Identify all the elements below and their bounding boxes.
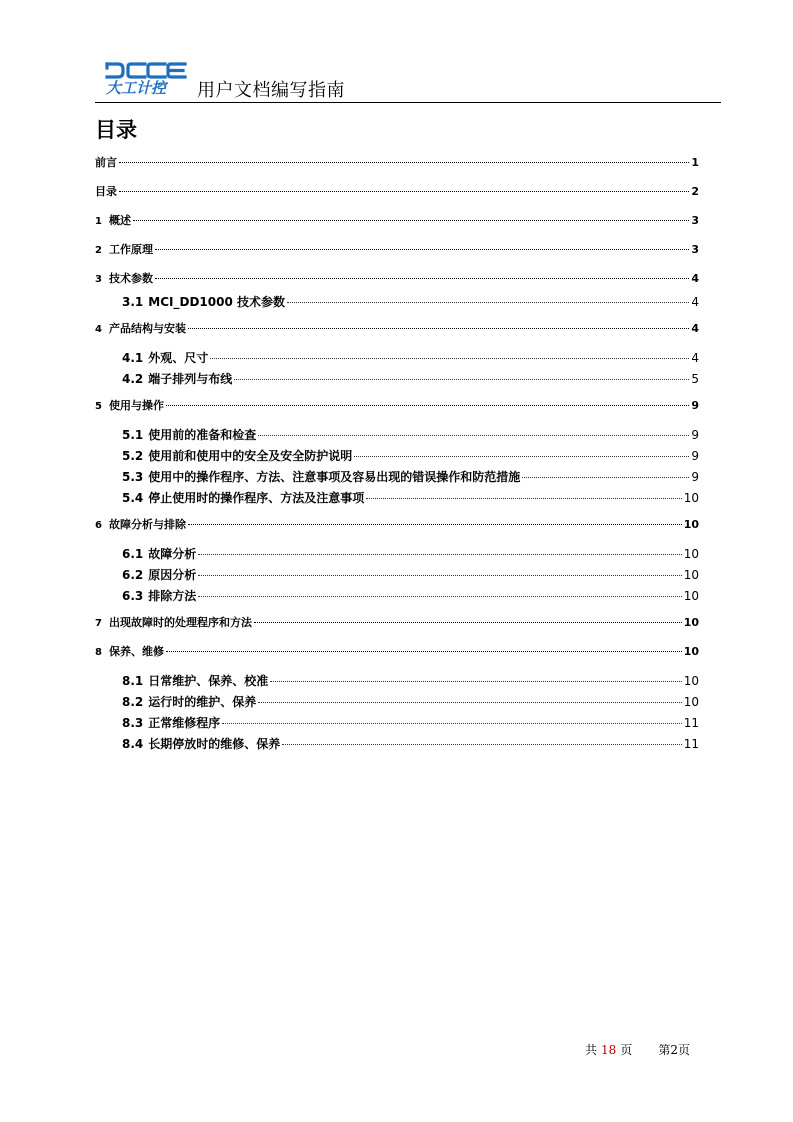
toc-entry-page: 9 [691,470,699,484]
toc-entry-number: 6 [95,520,102,531]
toc-entry-title: MCI_DD1000 技术参数 [148,295,285,309]
toc-leader-dots [258,435,689,436]
toc-entry-title: 使用与操作 [108,399,164,412]
toc-leader-dots [198,596,681,597]
toc-entry-title: 前言 [95,156,117,169]
toc-leader-dots [270,681,681,682]
toc-leader-dots [119,191,689,192]
toc-entry[interactable] [95,672,699,690]
toc-entry-number: 4.2 [122,372,144,386]
toc-entry-number: 2 [95,245,102,256]
toc-entry-title: 运行时的维护、保养 [148,695,257,709]
toc-entry[interactable] [95,447,699,465]
toc-entry-number: 5.1 [122,428,144,442]
toc-entry-page: 4 [691,272,699,285]
toc-leader-dots [258,702,681,703]
document-title: 用户文档编写指南 [197,80,345,101]
toc-entry-number: 6.2 [122,568,144,582]
toc-entry-number: 5 [95,401,102,412]
toc-leader-dots [166,405,689,406]
toc-entry-number: 5.2 [122,449,144,463]
toc-entry[interactable] [95,370,699,388]
toc-entry-title: 外观、尺寸 [148,351,209,365]
toc-entry-number: 8.2 [122,695,144,709]
toc-entry-page: 10 [683,645,699,658]
toc-entry-page: 11 [683,737,699,751]
toc-entry[interactable] [95,517,699,533]
page-header [95,56,721,103]
toc-entry[interactable] [95,735,699,753]
toc-leader-dots [133,220,689,221]
toc-entry-title: 出现故障时的处理程序和方法 [108,616,252,629]
toc-leader-dots [354,456,689,457]
toc-leader-dots [254,622,682,623]
toc-entry-title: 故障分析 [148,547,197,561]
toc-leader-dots [155,278,689,279]
toc-entry[interactable] [95,693,699,711]
toc-entry-number: 3.1 [122,295,144,309]
footer-current-page: 2 [670,1043,678,1057]
toc-entry-page: 9 [691,449,699,463]
toc-entry[interactable] [95,587,699,605]
toc-entry-title: 使用前的准备和检查 [148,428,257,442]
footer-current-suffix: 页 [677,1043,690,1057]
toc-entry-title: 概述 [108,214,131,227]
toc-entry-title: 原因分析 [148,568,197,582]
toc-entry-page: 10 [683,589,699,603]
footer-total-prefix: 共 [585,1043,598,1057]
toc-entry-title: 日常维护、保养、校准 [148,674,269,688]
toc-entry-title: 使用前和使用中的安全及安全防护说明 [148,449,353,463]
toc-leader-dots [119,162,689,163]
toc-entry-number: 5.4 [122,491,144,505]
toc-entry-page: 1 [691,156,699,169]
toc-entry[interactable] [95,615,699,631]
toc-entry-page: 9 [691,399,699,412]
toc-entry-page: 11 [683,716,699,730]
toc-leader-dots [155,249,689,250]
toc-entry-page: 5 [691,372,699,386]
footer-total-pages: 18 [601,1043,617,1057]
toc-entry-number: 8.3 [122,716,144,730]
toc-entry-number: 7 [95,618,102,629]
toc-entry-number: 4 [95,324,102,335]
toc-leader-dots [234,379,689,380]
toc-entry-title: 长期停放时的维修、保养 [148,737,281,751]
toc-entry-number: 5.3 [122,470,144,484]
toc-entry[interactable] [95,349,699,367]
toc-entry-page: 4 [691,322,699,335]
toc-entry-page: 10 [683,616,699,629]
toc-entry[interactable] [95,644,699,660]
toc-entry[interactable] [95,468,699,486]
page-footer [585,1041,690,1058]
toc-leader-dots [287,302,689,303]
footer-total-suffix: 页 [620,1043,633,1057]
toc-entry-page: 10 [683,568,699,582]
toc-entry-page: 10 [683,695,699,709]
toc-leader-dots [188,328,689,329]
toc-leader-dots [166,651,682,652]
toc-entry-number: 6.1 [122,547,144,561]
toc-entry[interactable] [95,545,699,563]
toc-entry-number: 8 [95,647,102,658]
toc-entry-page: 10 [683,518,699,531]
toc-entry-number: 3 [95,274,102,285]
toc-leader-dots [222,723,681,724]
toc-entry-page: 3 [691,214,699,227]
toc-entry-title: 产品结构与安装 [108,322,186,335]
toc-entry-title: 使用中的操作程序、方法、注意事项及容易出现的错误操作和防范措施 [148,470,521,484]
toc-leader-dots [366,498,681,499]
toc-entry[interactable] [95,321,699,337]
toc-leader-dots [210,358,689,359]
toc-entry-title: 正常维修程序 [148,716,221,730]
toc-entry[interactable] [95,271,699,287]
toc-entry-page: 4 [691,295,699,309]
toc-entry[interactable] [95,293,699,311]
toc-entry-page: 3 [691,243,699,256]
toc-entry[interactable] [95,155,699,171]
toc-entry-page: 4 [691,351,699,365]
toc-leader-dots [198,575,681,576]
toc-entry[interactable] [95,426,699,444]
toc-entry-title: 故障分析与排除 [108,518,186,531]
toc-leader-dots [188,524,682,525]
toc-entry-page: 10 [683,674,699,688]
toc-entry-page: 9 [691,428,699,442]
logo-text: 大工计控 [106,79,167,96]
toc-entry-title: 保养、维修 [108,645,164,658]
toc-entry-page: 10 [683,491,699,505]
toc-entry-title: 目录 [95,185,117,198]
toc-heading: 目录 [95,118,137,142]
toc-entry-number: 8.4 [122,737,144,751]
company-logo [103,58,187,96]
toc-entry-page: 2 [691,185,699,198]
toc-leader-dots [198,554,681,555]
footer-current-prefix: 第 [658,1043,671,1057]
toc-entry[interactable] [95,489,699,507]
toc-entry-title: 工作原理 [108,243,153,256]
toc-entry[interactable] [95,398,699,414]
toc-leader-dots [282,744,681,745]
toc-entry-number: 1 [95,216,102,227]
toc-entry[interactable] [95,242,699,258]
toc-leader-dots [522,477,689,478]
toc-entry[interactable] [95,566,699,584]
toc-entry-page: 10 [683,547,699,561]
toc-entry-number: 8.1 [122,674,144,688]
toc-entry[interactable] [95,184,699,200]
toc-entry-title: 停止使用时的操作程序、方法及注意事项 [148,491,365,505]
toc-entry-title: 技术参数 [108,272,153,285]
toc-entry-title: 端子排列与布线 [148,372,233,386]
toc-entry[interactable] [95,714,699,732]
toc-entry-number: 6.3 [122,589,144,603]
toc-entry-number: 4.1 [122,351,144,365]
toc-entry[interactable] [95,213,699,229]
toc-entry-title: 排除方法 [148,589,197,603]
